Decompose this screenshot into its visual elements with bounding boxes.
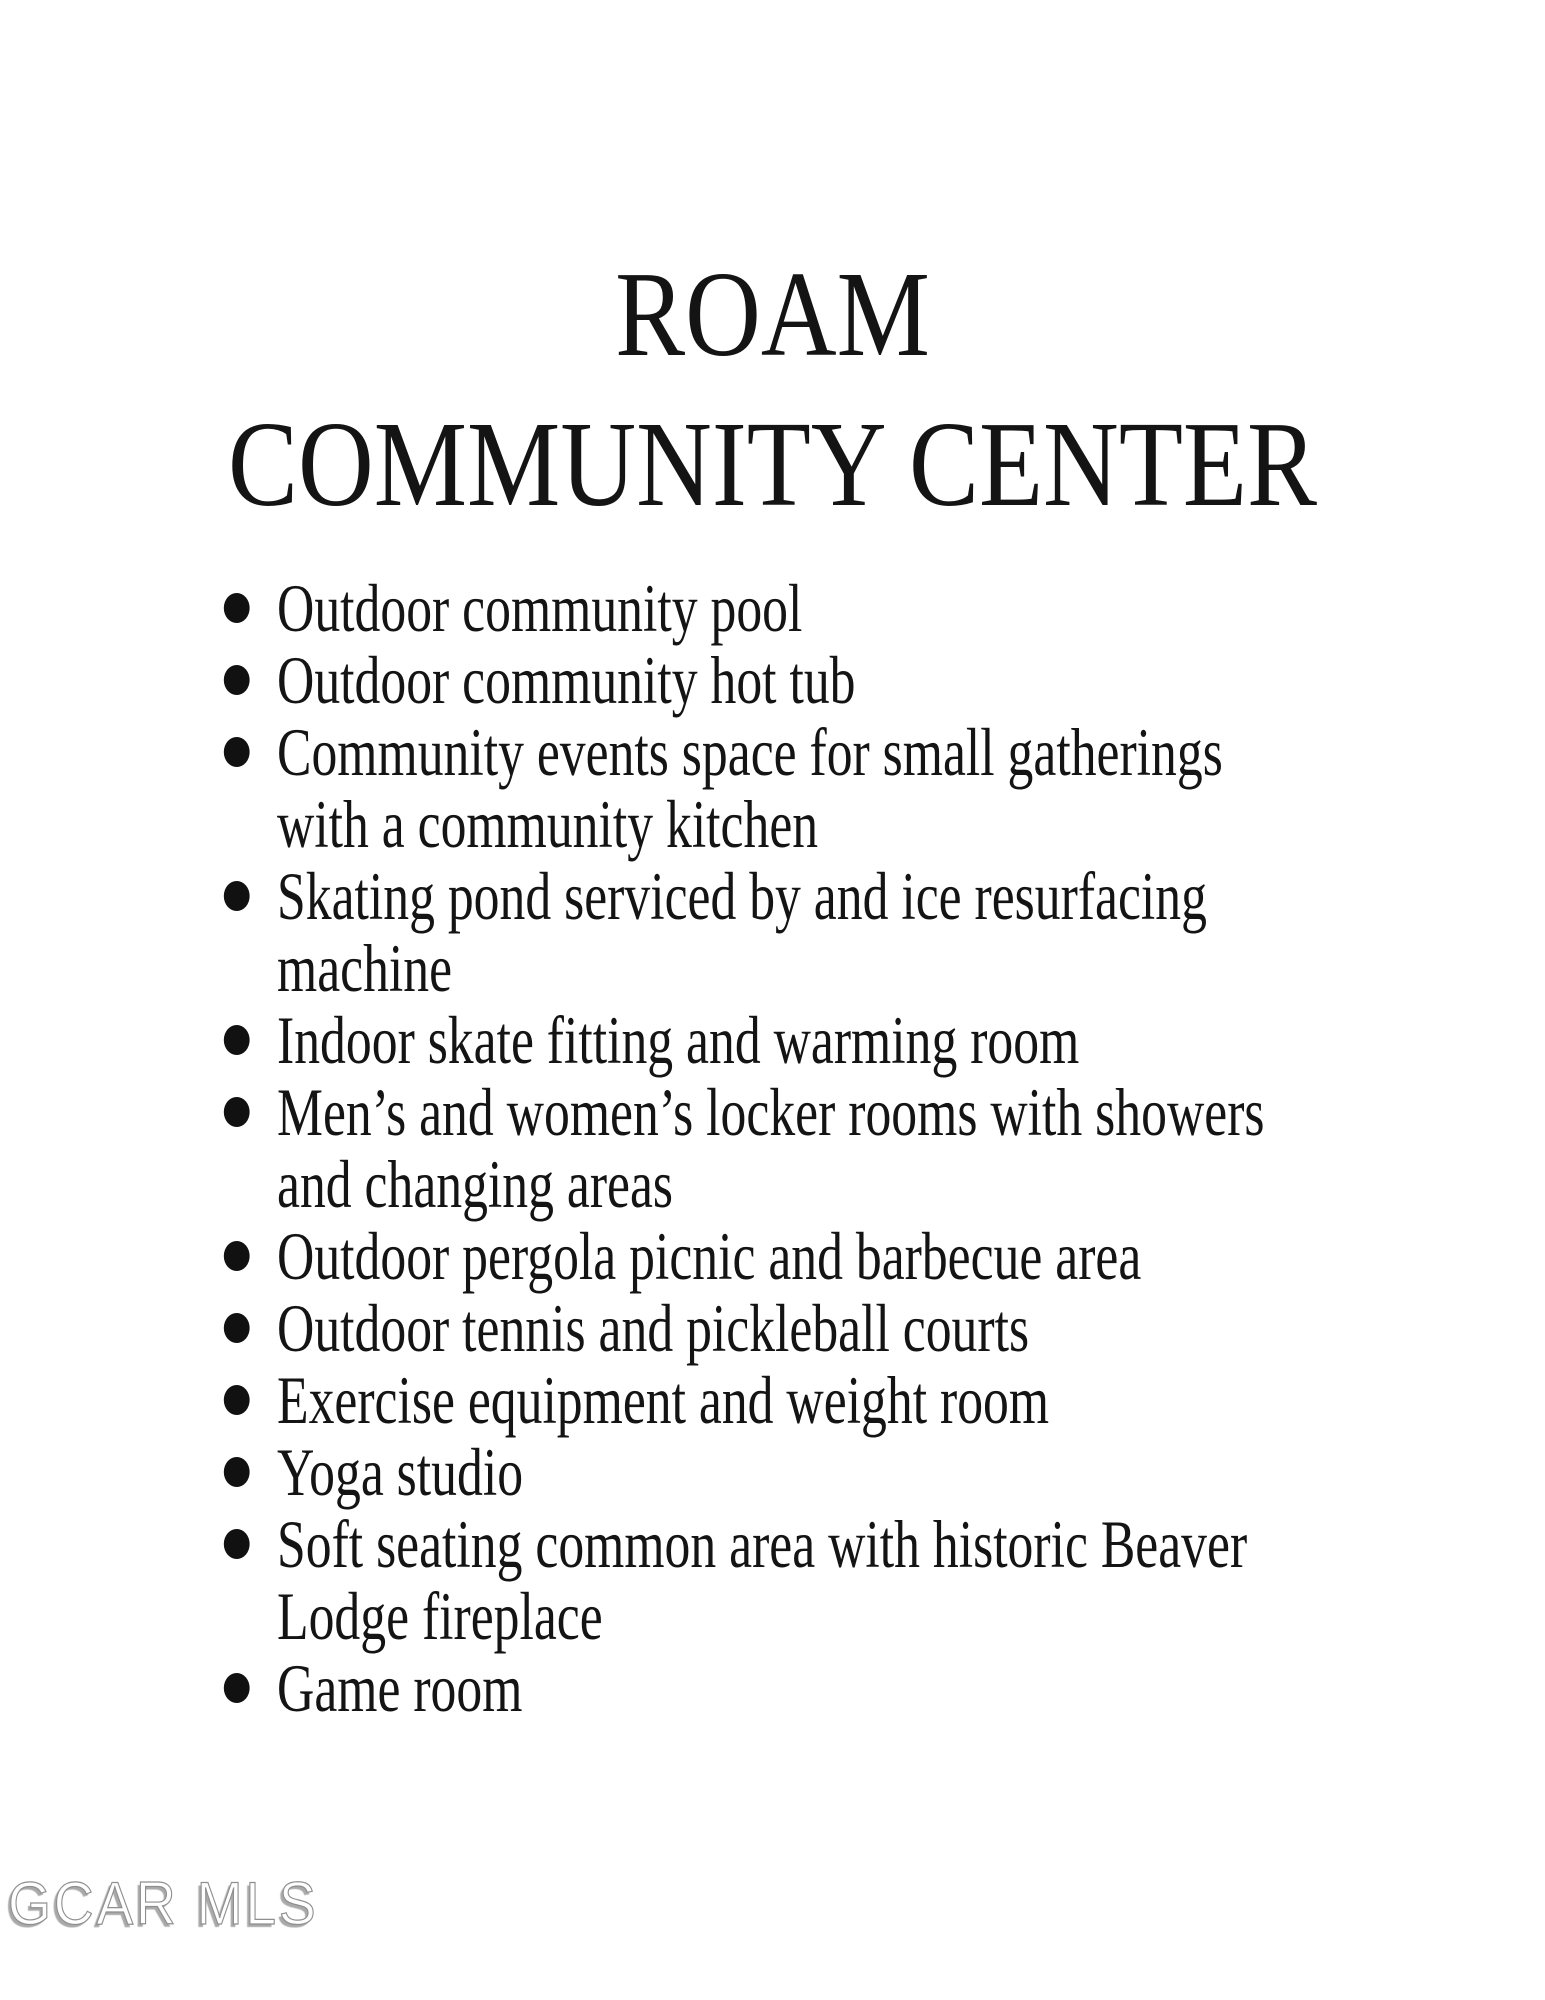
amenities-list: [277, 572, 1545, 1724]
list-item: [277, 1508, 1265, 1580]
list-item-continuation: [277, 932, 1265, 1004]
list-item-text: Soft seating common area with historic Beaver: [277, 1506, 1248, 1582]
list-item-text: Outdoor tennis and pickleball courts: [277, 1290, 1030, 1366]
list-item: [277, 644, 1265, 716]
list-item-text: Yoga studio: [277, 1434, 524, 1510]
bullet-icon: [224, 1529, 250, 1559]
bullet-icon: [224, 1385, 250, 1415]
page-title-line1: ROAM: [615, 247, 930, 382]
list-item: [277, 716, 1265, 788]
list-item-text: Skating pond serviced by and ice resurfacing: [277, 858, 1207, 934]
bullet-icon: [224, 1457, 250, 1487]
bullet-icon: [224, 737, 250, 767]
list-item: [277, 1220, 1265, 1292]
bullet-icon: [224, 1673, 250, 1703]
list-item: [277, 1076, 1265, 1148]
bullet-icon: [224, 665, 250, 695]
list-item: [277, 1364, 1265, 1436]
list-item-text: Outdoor community hot tub: [277, 642, 856, 718]
list-item-text: with a community kitchen: [277, 786, 819, 862]
bullet-icon: [224, 1313, 250, 1343]
page-title: [108, 240, 1437, 540]
list-item: [277, 1004, 1265, 1076]
mls-watermark: GCAR MLS: [8, 1870, 319, 1937]
list-item-text: and changing areas: [277, 1146, 674, 1222]
list-item: [277, 1436, 1265, 1508]
bullet-icon: [224, 593, 250, 623]
bullet-icon: [224, 1097, 250, 1127]
list-item-continuation: [277, 788, 1265, 860]
list-item-text: Indoor skate fitting and warming room: [277, 1002, 1080, 1078]
list-item-text: Lodge fireplace: [277, 1578, 603, 1654]
list-item-text: machine: [277, 930, 453, 1006]
list-item-text: Men’s and women’s locker rooms with showers: [277, 1074, 1265, 1150]
list-item-continuation: [277, 1580, 1265, 1652]
bullet-icon: [224, 1025, 250, 1055]
list-item-text: Exercise equipment and weight room: [277, 1362, 1050, 1438]
bullet-icon: [224, 1241, 250, 1271]
page-title-line2: COMMUNITY CENTER: [227, 397, 1318, 532]
list-item: [277, 860, 1265, 932]
list-item: [277, 1292, 1265, 1364]
list-item-text: Outdoor community pool: [277, 570, 803, 646]
list-item-text: Game room: [277, 1650, 523, 1726]
bullet-icon: [224, 881, 250, 911]
list-item-continuation: [277, 1148, 1265, 1220]
list-item-text: Outdoor pergola picnic and barbecue area: [277, 1218, 1142, 1294]
list-item-text: Community events space for small gatherings: [277, 714, 1223, 790]
list-item: [277, 572, 1265, 644]
list-item: [277, 1652, 1265, 1724]
